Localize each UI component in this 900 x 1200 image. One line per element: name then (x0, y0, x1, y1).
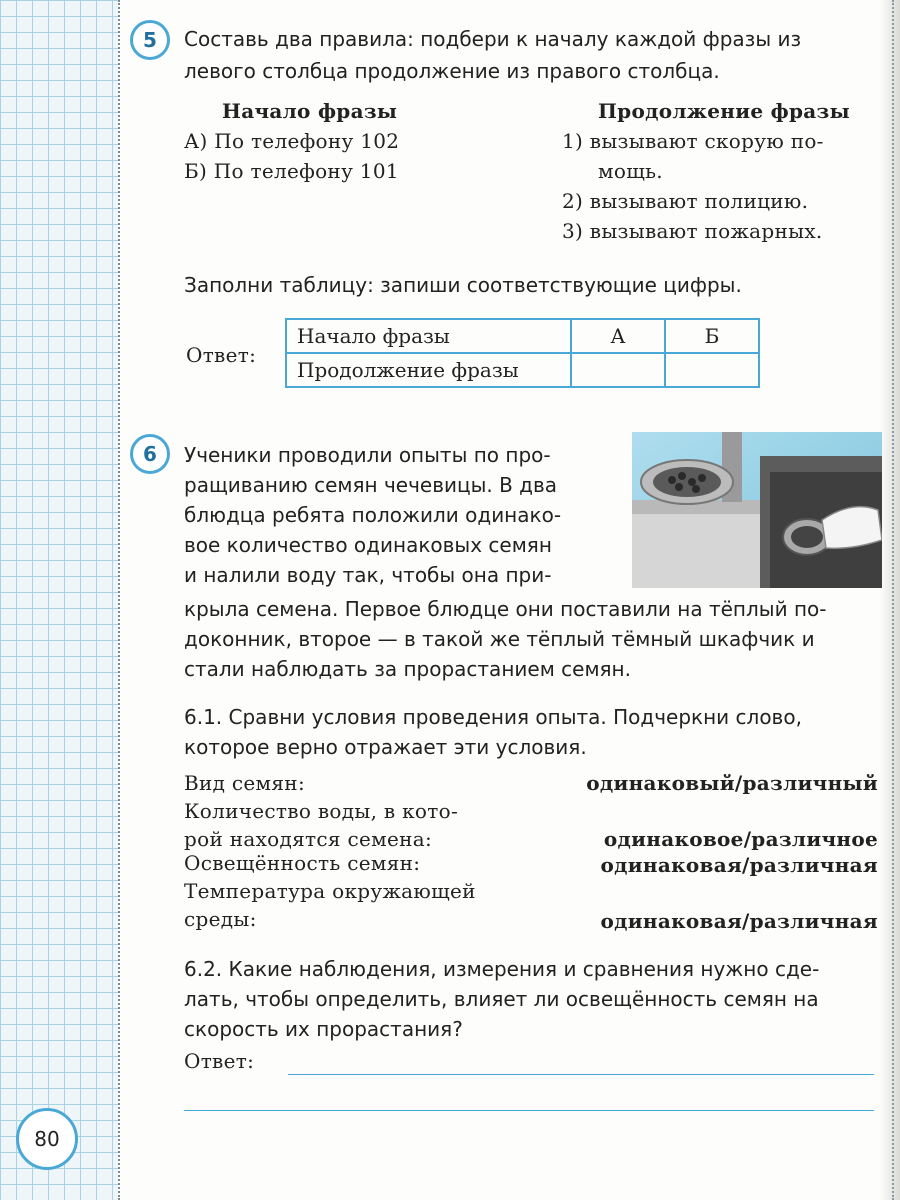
page-number: 80 (34, 1127, 60, 1151)
left-item-b: Б) По телефону 101 (184, 159, 399, 183)
task-6-text-line: вое количество одинаковых семян (184, 533, 552, 557)
right-item-1: 1) вызывают скорую по- (562, 129, 824, 153)
condition-options-light[interactable]: одинаковая/различная (600, 853, 878, 877)
condition-options-water[interactable]: одинаковое/различное (603, 827, 878, 851)
right-column-header: Продолжение фразы (598, 99, 850, 123)
condition-label: рой находятся семена: (184, 827, 432, 851)
task-5-instruction-line-1: Составь два правила: подбери к началу каждой фразы из (184, 27, 802, 51)
task-6-text-line: и налили воду так, чтобы она при- (184, 563, 552, 587)
answer-line-2[interactable] (184, 1110, 874, 1111)
table-row (286, 353, 759, 387)
graph-paper-margin (0, 0, 118, 1200)
question-6-2-line: скорость их прорастания? (184, 1017, 463, 1041)
answer-table (285, 318, 760, 388)
table-row (286, 319, 759, 353)
right-perforation-line (892, 0, 894, 1200)
condition-label: Температура окружающей (184, 879, 476, 903)
perforation-line (118, 0, 120, 1200)
right-item-3: 3) вызывают пожарных. (562, 219, 823, 243)
question-6-2-line: 6.2. Какие наблюдения, измерения и сравнения нужно сде- (184, 957, 820, 981)
task-5-badge (130, 20, 170, 60)
condition-label: среды: (184, 907, 257, 931)
condition-label: Количество воды, в кото- (184, 799, 459, 823)
condition-label: Освещённость семян: (184, 851, 421, 875)
left-item-a: А) По телефону 102 (184, 129, 400, 153)
task-5-instruction-line-2: левого столбца продолжение из правого столбца. (184, 59, 720, 83)
answer-line-1[interactable] (288, 1074, 874, 1075)
table-cell: А (571, 319, 665, 353)
task-6-answer-label: Ответ: (184, 1049, 255, 1073)
fill-table-instruction: Заполни таблицу: запиши соответствующие цифры. (184, 273, 742, 297)
task-6-text-line: доконник, второе — в такой же тёплый тёмный шкафчик и (184, 627, 815, 651)
right-item-2: 2) вызывают полицию. (562, 189, 809, 213)
condition-options-seeds[interactable]: одинаковый/различный (586, 771, 878, 795)
task-6-text-line: стали наблюдать за прорастанием семян. (184, 657, 631, 681)
condition-options-temperature[interactable]: одинаковая/различная (600, 909, 878, 933)
question-6-2-line: лать, чтобы определить, влияет ли освещённость семян на (184, 987, 819, 1011)
table-cell: Продолжение фразы (286, 353, 571, 387)
task-5-number: 5 (143, 28, 157, 52)
page-number-badge (16, 1108, 78, 1170)
answer-cell-b[interactable] (665, 353, 759, 387)
task-6-badge (130, 434, 170, 474)
left-column-header: Начало фразы (222, 99, 398, 123)
answer-cell-a[interactable] (571, 353, 665, 387)
right-item-1-cont: мощь. (598, 159, 663, 183)
condition-label: Вид семян: (184, 771, 305, 795)
task-6-text-line: Ученики проводили опыты по про- (184, 443, 551, 467)
question-6-1-line-1: 6.1. Сравни условия проведения опыта. Подчеркни слово, (184, 705, 802, 729)
task-6-text-line: крыла семена. Первое блюдце они поставили на тёплый по- (184, 597, 827, 621)
table-cell: Б (665, 319, 759, 353)
task-5-answer-label: Ответ: (186, 343, 257, 367)
task-6-text-line: блюдца ребята положили одинако- (184, 503, 562, 527)
task-6-number: 6 (143, 442, 157, 466)
page-binding-shadow (880, 0, 900, 1200)
task-6-text-line: ращиванию семян чечевицы. В два (184, 473, 558, 497)
question-6-1-line-2: которое верно отражает эти условия. (184, 735, 587, 759)
table-cell: Начало фразы (286, 319, 571, 353)
experiment-illustration (632, 432, 882, 588)
